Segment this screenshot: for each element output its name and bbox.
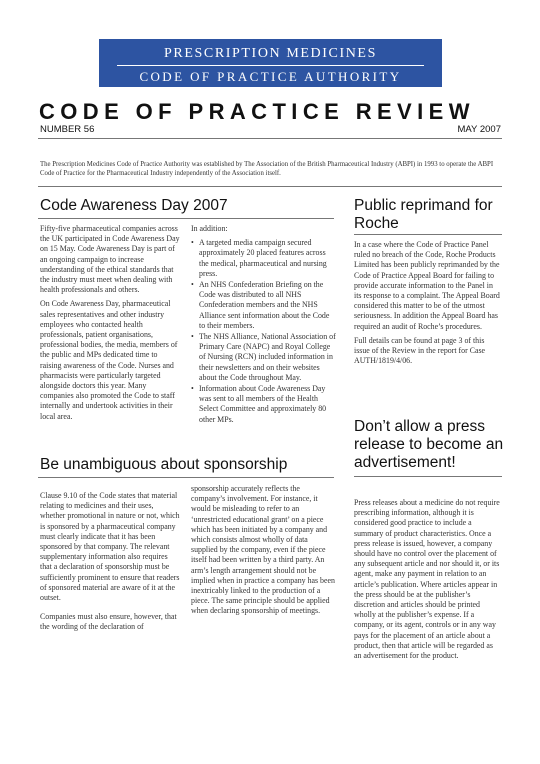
paragraph: sponsorship accurately reflects the company’s involvement. For instance, it would be misleading to refer to an ‘unrestricted educational grant’ on a piece which has been initiated by a company and which consists almost wholly of data supplied by the company, even if the piece itself had been written by a third party. An arm’s length arrangement should not be implied when in practice a company has been inextricably linked to the production of a piece. The same principle should be applied when declaring sponsorship of meetings. — [191, 484, 335, 616]
list-item: • The NHS Alliance, National Association of Primary Care (NAPC) and Royal College of Nursing (RCN) included information in their newsletters and on their websites about the Code throughout May. — [191, 332, 336, 383]
paragraph: Fifty-five pharmaceutical companies across the UK participated in Code Awareness Day on 15 May. Code Awareness Day is part of an ongoing campaign to increase understanding of the ethical standards that the industry must meet when dealing with health professionals and others. — [40, 224, 180, 295]
article-title: Public reprimand for Roche — [354, 197, 493, 232]
intro-rule — [38, 186, 502, 187]
bullet-list — [191, 238, 336, 425]
paragraph: Full details can be found at page 3 of this issue of the Review in the report for Case AUTH/1819/4/06. — [354, 335, 486, 366]
intro-text: The Prescription Medicines Code of Practice Authority was established by The Association of the British Pharmaceutical Industry (ABPI) in 1993 to operate the ABPI Code of Practice for the Pharmaceutical Industry independently of the Association itself. — [40, 161, 494, 177]
paragraph: On Code Awareness Day, pharmaceutical sales representatives and other industry employees who contacted health professionals, patient organisations, professional bodies, the media, members of the public and MPs dedicated time to raising awareness of the Code. Nurses and pharmacists were particularly targeted alongside doctors this year. Many companies also promoted the Code to staff internally and undertook activities in their local area. — [40, 299, 178, 421]
paragraph: Companies must also ensure, however, that the wording of the declaration of — [40, 612, 177, 632]
article-column — [354, 498, 502, 665]
article-column — [354, 240, 502, 370]
article-title: Be unambiguous about sponsorship — [40, 456, 288, 473]
article-rule — [38, 218, 334, 219]
banner-line-1: PRESCRIPTION MEDICINES — [164, 46, 377, 61]
article-column — [40, 224, 180, 426]
masthead-title: CODE OF PRACTICE REVIEW — [39, 99, 475, 124]
article-title: Code Awareness Day 2007 — [40, 197, 228, 214]
authority-banner — [99, 39, 442, 87]
article-column — [191, 224, 336, 426]
article-rule — [354, 476, 502, 477]
list-item: • Information about Code Awareness Day was sent to all members of the Health Select Committee and approximately 80 other MPs. — [191, 384, 336, 425]
article-rule — [354, 234, 502, 235]
article-column — [191, 484, 336, 621]
article-rule — [38, 477, 334, 478]
paragraph: Press releases about a medicine do not require prescribing information, although it is considered good practice to include a summary of product characteristics. Once a press release is issued, however, a company should have no control over the placement of any subsequent article and nor should it, or its agent, make any payment in relation to an article’s publication. Where articles appear in the press should be at the publisher’s discretion and articles should be printed wholly at the publisher’s expense. If a company, or its agent, controls or in any way pays for the placement of an article about a product, then that article will be regarded as an advertisement for the product. — [354, 498, 500, 661]
masthead-rule — [38, 138, 502, 139]
paragraph: In a case where the Code of Practice Panel ruled no breach of the Code, Roche Products Limited has been publicly reprimanded by the Code of Practice Appeal Board for failing to provide accurate information to the Panel in its response to a complaint. The Appeal Board considered this matter to be of the utmost seriousness. In addition the Appeal Board has required an audit of Roche’s procedures. — [354, 240, 500, 331]
article-column — [40, 491, 180, 637]
issue-date: MAY 2007 — [457, 124, 501, 135]
paragraph: Clause 9.10 of the Code states that material relating to medicines and their uses, whether promotional in nature or not, which is sponsored by a pharmaceutical company must clearly indicate that it has been sponsored by that company. The relevant supplementary information also requires that a declaration of sponsorship must be sufficiently prominent to ensure that readers of sponsored material are aware of it at the outset. — [40, 491, 180, 603]
list-item: • A targeted media campaign secured approximately 20 placed features across the medical, pharmaceutical and nursing press. — [191, 238, 336, 279]
list-item: • An NHS Confederation Briefing on the Code was distributed to all NHS Confederation members and the NHS Alliance sent information about the Code to their members. — [191, 280, 336, 331]
article-title: Don’t allow a press release to become an advertisement! — [354, 418, 504, 471]
banner-divider — [117, 65, 424, 66]
banner-line-2: CODE OF PRACTICE AUTHORITY — [139, 69, 402, 84]
issue-number: NUMBER 56 — [40, 124, 95, 135]
paragraph: In addition: — [191, 224, 228, 233]
